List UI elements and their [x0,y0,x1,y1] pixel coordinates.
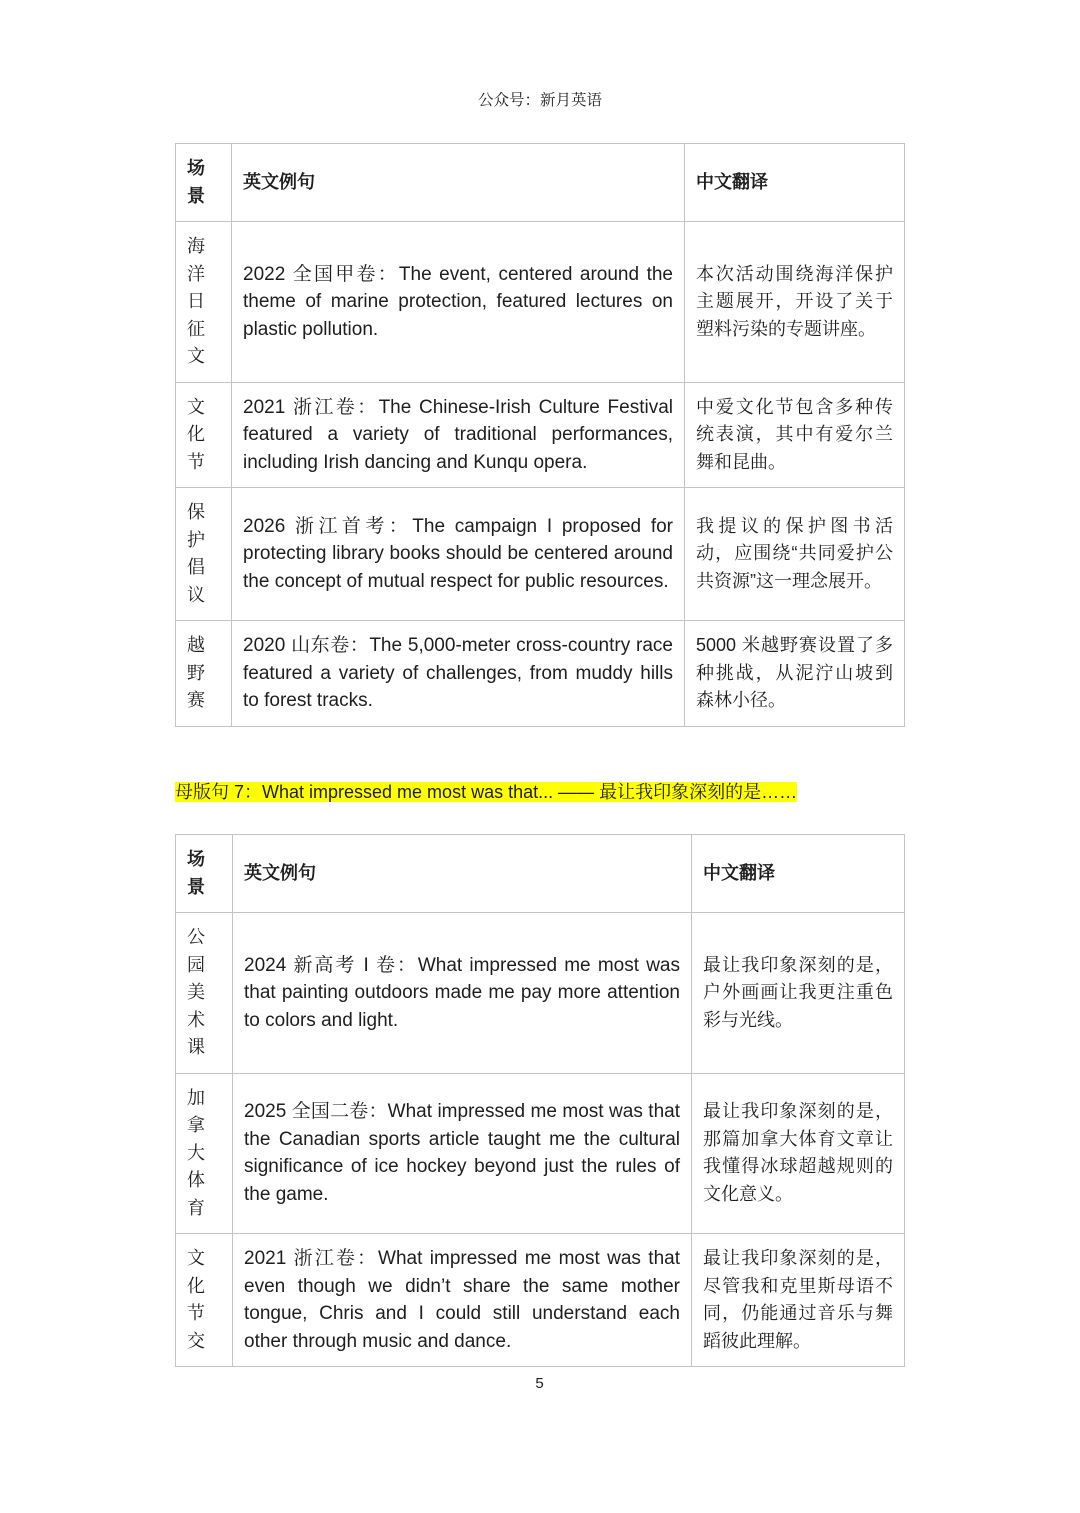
scene-char: 节 [187,1303,205,1323]
scene-char: 景 [187,876,205,897]
scene-char: 海 [187,236,205,256]
scene-char: 公 [187,927,205,947]
english-example-cell [232,382,685,488]
scene-char: 场 [187,158,205,178]
scene-char: 日 [187,291,205,311]
table-row [176,488,905,621]
table-header-row [176,835,905,913]
english-example-cell [233,1073,692,1234]
english-example: 2025 全国二卷：What impressed me most was that the Canadian sports article taught me the cultural significance of ice hockey beyond just the rules of the game. [244,1101,680,1205]
scene-cell [176,1073,233,1234]
column-header-chinese [685,144,905,222]
chinese-translation-cell [692,913,905,1074]
chinese-translation: 我提议的保护图书活动，应围绕“共同爱护公共资源”这一理念展开。 [696,515,893,591]
scene-char: 加 [187,1087,205,1108]
scene-label [187,233,220,371]
scene-char: 文 [187,396,205,417]
scene-char: 倡 [187,557,205,577]
table-row [176,1073,905,1234]
english-example: 2021 浙江卷：What impressed me most was that even though we didn’t share the same mother tongue, Chris and I could still understand each other through music and dance. [244,1248,680,1352]
chinese-translation-cell [692,1073,905,1234]
scene-char: 育 [187,1197,205,1218]
scene-cell [176,382,232,488]
chinese-translation-cell [685,382,905,488]
scene-char: 园 [187,954,205,975]
scene-label [187,924,221,1062]
scene-char: 越 [187,635,205,655]
chinese-translation: 5000 米越野赛设置了多种挑战，从泥泞山坡到森林小径。 [696,635,893,710]
scene-char: 化 [187,1275,205,1296]
scene-char: 拿 [187,1115,205,1135]
english-example: 2020 山东卷：The 5,000-meter cross-country race featured a variety of challenges, from muddy hills to forest tracks. [243,635,673,711]
english-example-cell [232,488,685,621]
scene-label [187,632,220,715]
chinese-translation: 最让我印象深刻的是，户外画画让我更注重色彩与光线。 [703,954,893,1030]
scene-char: 课 [187,1037,205,1057]
chinese-translation: 本次活动围绕海洋保护主题展开，开设了关于塑料污染的专题讲座。 [696,263,893,339]
column-header-chinese-label: 中文翻译 [696,171,768,192]
column-header-scene [176,835,233,913]
english-example-cell [232,222,685,383]
scene-label [187,394,220,477]
column-header-scene-label [187,155,220,210]
table-row [176,1234,905,1367]
english-example-cell [233,913,692,1074]
english-example: 2022 全国甲卷：The event, centered around the theme of marine protection, featured lectures on plastic pollution. [243,263,673,340]
examples-table-2 [175,834,905,1367]
chinese-translation-cell [685,222,905,383]
scene-label [187,499,220,609]
chinese-translation-cell [685,488,905,621]
scene-cell [176,913,233,1074]
scene-label [187,1085,221,1223]
examples-table-1 [175,143,905,727]
table-header-row [176,144,905,222]
chinese-translation: 最让我印象深刻的是，那篇加拿大体育文章让我懂得冰球超越规则的文化意义。 [703,1101,893,1204]
column-header-chinese-label: 中文翻译 [703,862,775,883]
chinese-translation-cell [685,621,905,727]
column-header-english [233,835,692,913]
scene-label [187,1245,221,1355]
running-header: 公众号：新月英语 [477,92,602,109]
table-row [176,621,905,727]
chinese-translation: 中爱文化节包含多种传统表演，其中有爱尔兰舞和昆曲。 [696,396,893,472]
scene-char: 保 [187,502,205,522]
english-example-cell [233,1234,692,1367]
table-row [176,222,905,383]
column-header-chinese [692,835,905,913]
pattern-heading-text: 母版句 7：What impressed me most was that... —— 最让我印象深刻的是…… [175,782,798,802]
page-number: 5 [535,1375,544,1392]
scene-char: 交 [187,1330,205,1351]
scene-char: 文 [187,1248,205,1268]
scene-char: 大 [187,1142,205,1163]
scene-char: 护 [187,529,205,550]
scene-char: 议 [187,584,205,605]
scene-cell [176,1234,233,1367]
scene-char: 化 [187,424,205,444]
chinese-translation-cell [692,1234,905,1367]
column-header-english-label: 英文例句 [244,862,316,883]
column-header-scene [176,144,232,222]
scene-char: 征 [187,318,205,339]
english-example: 2024 新高考 I 卷：What impressed me most was that painting outdoors made me pay more attention to colors and light. [244,954,680,1031]
english-example: 2026 浙江首考：The campaign I proposed for protecting library books should be centered around the concept of mutual respect for public resources. [243,515,673,592]
chinese-translation: 最让我印象深刻的是，尽管我和克里斯母语不同，仍能通过音乐与舞蹈彼此理解。 [703,1248,893,1351]
english-example-cell [232,621,685,727]
scene-char: 体 [187,1170,205,1190]
scene-char: 节 [187,451,205,472]
scene-char: 赛 [187,690,205,710]
table-row [176,382,905,488]
english-example: 2021 浙江卷：The Chinese-Irish Culture Festival featured a variety of traditional performances, including Irish dancing and Kunqu opera. [243,396,673,473]
scene-char: 洋 [187,263,205,284]
pattern-heading [175,780,797,804]
scene-cell [176,621,232,727]
scene-char: 野 [187,662,205,683]
lower-section [175,834,904,1394]
scene-cell [176,222,232,383]
column-header-english-label: 英文例句 [243,171,315,192]
column-header-english [232,144,685,222]
table-row [176,913,905,1074]
column-header-scene-label [187,846,221,901]
scene-char: 术 [187,1009,205,1030]
scene-char: 美 [187,982,205,1002]
scene-cell [176,488,232,621]
scene-char: 场 [187,849,205,869]
scene-char: 景 [187,185,205,206]
scene-char: 文 [187,346,205,366]
